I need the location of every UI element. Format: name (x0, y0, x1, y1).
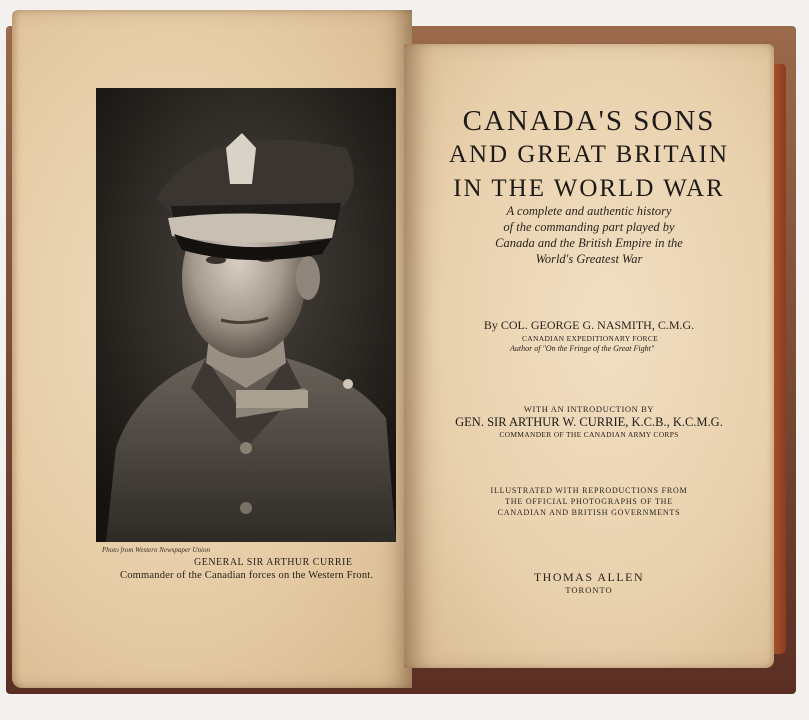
portrait-caption: Commander of the Canadian forces on the Western Front. (120, 570, 374, 581)
intro-author: GEN. SIR ARTHUR W. CURRIE, K.C.B., K.C.M.G. (455, 415, 723, 429)
author-line: By COL. GEORGE G. NASMITH, C.M.G. (483, 318, 695, 332)
illustrated-line-1: ILLUSTRATED WITH REPRODUCTIONS FROM (490, 486, 688, 495)
title-line-3: IN THE WORLD WAR (453, 175, 725, 202)
intro-author-title: COMMANDER OF THE CANADIAN ARMY CORPS (499, 430, 679, 439)
title-line-1: CANADA'S SONS (462, 105, 716, 137)
illustrated-line-2: THE OFFICIAL PHOTOGRAPHS OF THE (505, 497, 673, 506)
author-affiliation: CANADIAN EXPEDITIONARY FORCE (522, 334, 659, 343)
title-line-2: AND GREAT BRITAIN (448, 141, 730, 168)
subtitle-line-3: Canada and the British Empire in the (495, 236, 683, 250)
subtitle-line-2: of the commanding part played by (503, 220, 675, 234)
publisher-name: THOMAS ALLEN (533, 570, 645, 584)
illustrated-line-3: CANADIAN AND BRITISH GOVERNMENTS (497, 508, 681, 517)
portrait-name: GENERAL SIR ARTHUR CURRIE (194, 557, 353, 568)
subtitle-line-4: World's Greatest War (535, 252, 643, 266)
subtitle-line-1: A complete and authentic history (506, 204, 672, 218)
portrait-photo (96, 88, 396, 542)
author-other-work: Author of "On the Fringe of the Great Fight" (510, 344, 655, 353)
book-title (404, 104, 774, 206)
photo-credit: Photo from Western Newspaper Union (102, 546, 210, 554)
intro-label: WITH AN INTRODUCTION BY (523, 404, 655, 414)
subtitle (404, 203, 774, 267)
publisher-city: TORONTO (565, 585, 613, 595)
